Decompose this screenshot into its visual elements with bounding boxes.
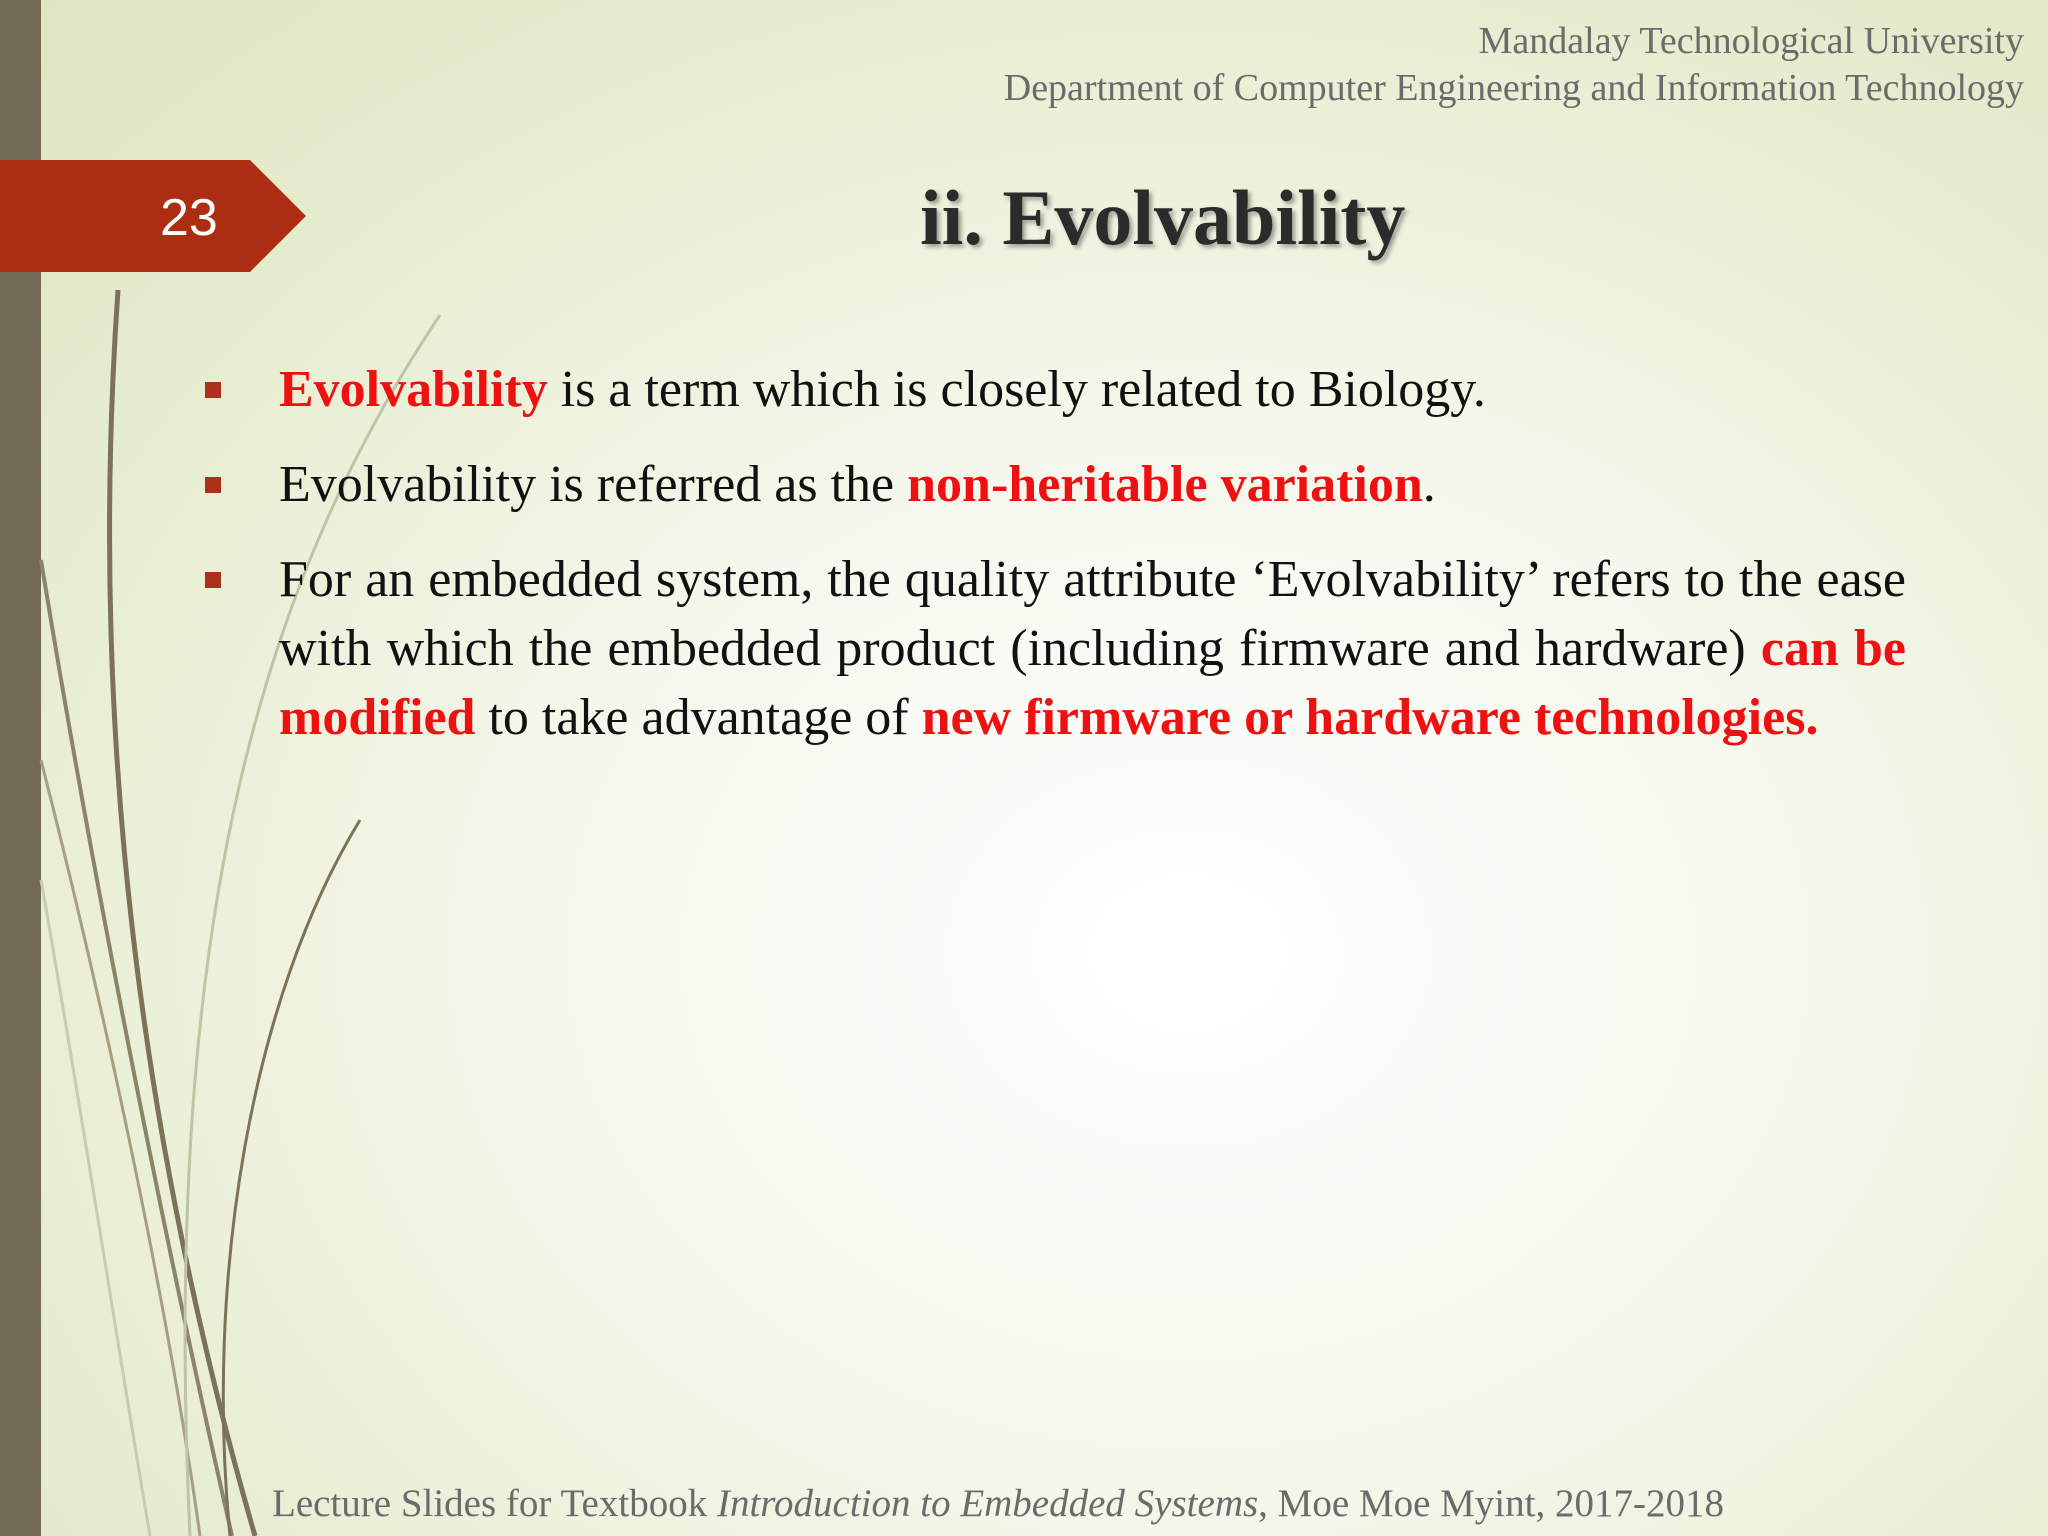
highlight-text: new firmware or hardware technologies. (921, 689, 1819, 746)
bullet-text: Evolvability is referred as the (279, 456, 908, 513)
highlight-text: can be modified (279, 620, 1907, 746)
bullet-item (200, 355, 1906, 424)
department-name: Department of Computer Engineering and Information Technology (1003, 67, 2024, 109)
bullet-text: is a term which is closely related to Biology. (547, 361, 1486, 418)
bullet-item (200, 450, 1906, 519)
slide-title: ii. Evolvability (920, 174, 1406, 261)
footer-prefix: Lecture Slides for Textbook (272, 1482, 717, 1525)
footer (272, 1480, 1724, 1528)
bullet-list (200, 355, 1906, 778)
footer-suffix: , Moe Moe Myint, 2017-2018 (1258, 1482, 1724, 1525)
square-bullet-icon (205, 477, 221, 493)
footer-book-title: Introduction to Embedded Systems (716, 1482, 1259, 1525)
highlight-text: non-heritable variation (907, 456, 1423, 513)
square-bullet-icon (205, 382, 221, 398)
slide-number-tag (0, 160, 306, 272)
bullet-text: For an embedded system, the quality attribute ‘Evolvability’ refers to the ease with which the embedded product (including firmware and hardware) (279, 551, 1906, 677)
header (1004, 18, 2024, 112)
bullet-item (200, 545, 1906, 752)
bullet-text: . (1422, 456, 1436, 513)
highlight-text: Evolvability (279, 361, 548, 418)
slide-number: 23 (160, 189, 218, 247)
bullet-text: to take advantage of (475, 689, 922, 746)
square-bullet-icon (205, 572, 221, 588)
university-name: Mandalay Technological University (1478, 20, 2024, 62)
